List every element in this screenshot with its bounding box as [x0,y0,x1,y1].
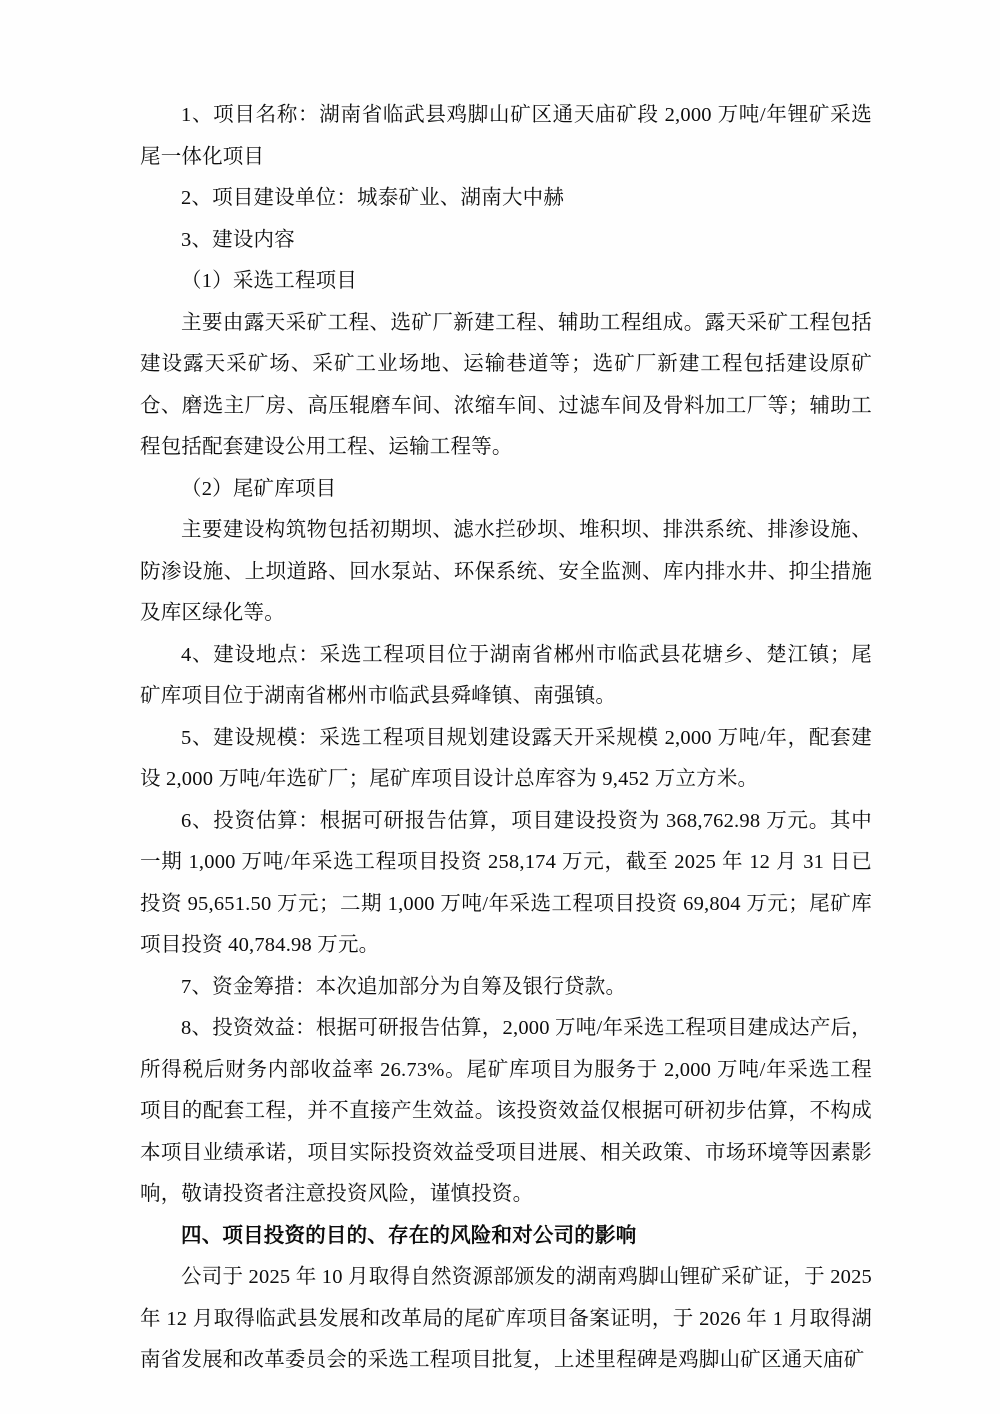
paragraph-item-6-investment-estimate: 6、投资估算：根据可研报告估算，项目建设投资为 368,762.98 万元。其中一期 1,000 万吨/年采选工程项目投资 258,174 万元，截至 2025 年 12 月 31 日已投资 95,651.50 万元；二期 1,000 万吨/年采选工程项目投资 69,804 万元；尾矿库项目投资 40,784.98 万元。 [140,809,872,956]
paragraph-item-3-1-body: 主要由露天采矿工程、选矿厂新建工程、辅助工程组成。露天采矿工程包括建设露天采矿场、采矿工业场地、运输巷道等；选矿厂新建工程包括建设原矿仓、磨选主厂房、高压辊磨车间、浓缩车间、过滤车间及骨料加工厂等；辅助工程包括配套建设公用工程、运输工程等。 [140,311,872,458]
paragraph-item-8-investment-benefit: 8、投资效益：根据可研报告估算，2,000 万吨/年采选工程项目建成达产后，所得税后财务内部收益率 26.73%。尾矿库项目为服务于 2,000 万吨/年采选工程项目的配套工程，并不直接产生效益。该投资效益仅根据可研初步估算，不构成本项目业绩承诺，项目实际投资效益受项目进展、相关政策、市场环境等因素影响，敬请投资者注意投资风险，谨慎投资。 [140,1017,872,1205]
paragraph-item-7-funding: 7、资金筹措：本次追加部分为自筹及银行贷款。 [181,975,627,998]
paragraph-item-2-construction-unit: 2、项目建设单位：城泰矿业、湖南大中赫 [181,187,565,209]
document-body [140,95,872,1382]
paragraph-section-4-body: 公司于 2025 年 10 月取得自然资源部颁发的湖南鸡脚山锂矿采矿证，于 2025 年 12 月取得临武县发展和改革局的尾矿库项目备案证明，于 2026 年 1 月取得湖南省发展和改革委员会的采选工程项目批复，上述里程碑是鸡脚山矿区通天庙矿 [140,1266,872,1371]
paragraph-item-5-scale: 5、建设规模：采选工程项目规划建设露天开采规模 2,000 万吨/年，配套建设 2,000 万吨/年选矿厂；尾矿库项目设计总库容为 9,452 万立方米。 [140,726,872,790]
paragraph-item-1-project-name: 1、项目名称：湖南省临武县鸡脚山矿区通天庙矿段 2,000 万吨/年锂矿采选尾一体化项目 [140,104,872,168]
paragraph-item-3-1-title: （1）采选工程项目 [181,270,358,292]
paragraph-item-3-2-body: 主要建设构筑物包括初期坝、滤水拦砂坝、堆积坝、排洪系统、排渗设施、防渗设施、上坝道路、回水泵站、环保系统、安全监测、库内排水井、抑尘措施及库区绿化等。 [140,519,872,624]
paragraph-item-3-2-title: （2）尾矿库项目 [181,477,337,500]
paragraph-item-4-location: 4、建设地点：采选工程项目位于湖南省郴州市临武县花塘乡、楚江镇；尾矿库项目位于湖南省郴州市临武县舜峰镇、南强镇。 [140,643,872,707]
paragraph-item-3-construction-content: 3、建设内容 [181,228,295,251]
heading-section-4: 四、项目投资的目的、存在的风险和对公司的影响 [181,1224,637,1247]
